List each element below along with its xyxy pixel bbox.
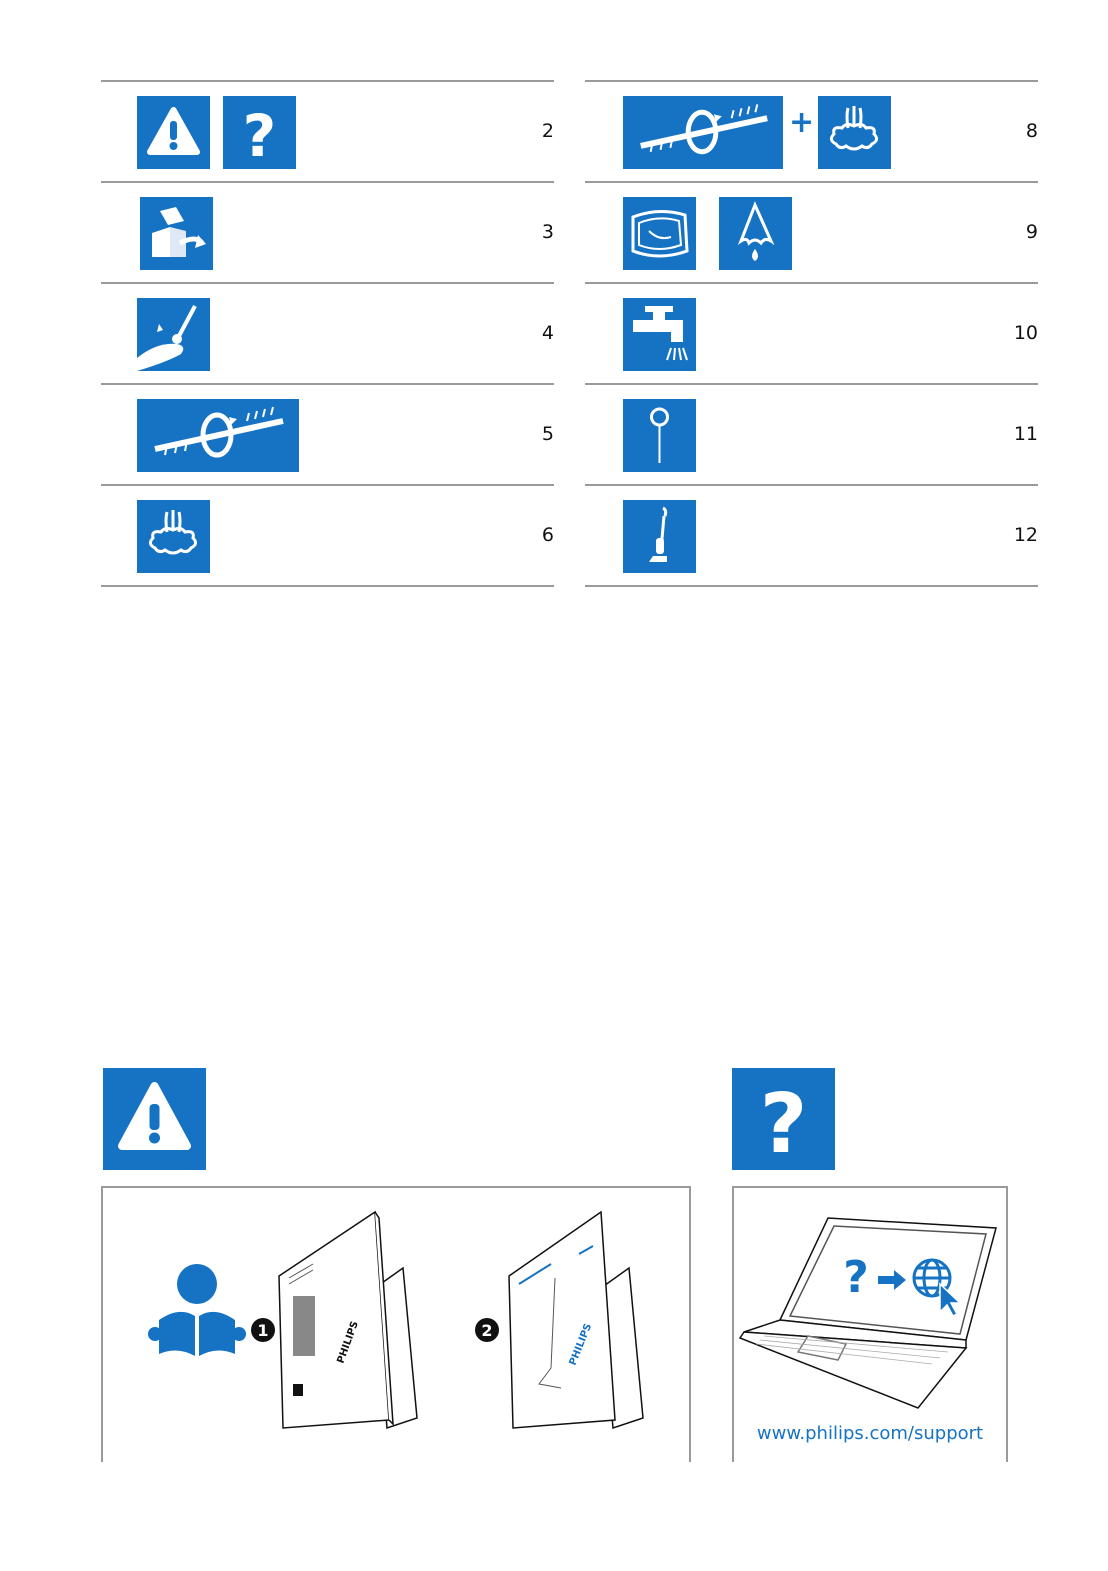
svg-text:?: ? [759,1077,808,1170]
warning-icon [103,1068,206,1170]
toc-page-number: 4 [541,322,554,344]
booklet-brand-label: PHILIPS [335,1319,361,1366]
toc-page-number: 5 [541,423,554,445]
toc-row-page-4[interactable] [101,282,554,383]
toc-page-number: 9 [1025,221,1038,243]
question-icon [223,96,296,169]
toc-row-page-9[interactable] [585,181,1038,282]
toc-page-number: 3 [541,221,554,243]
booklet-brand-label: PHILIPS [567,1322,595,1368]
water-tap-icon [623,298,696,371]
rotating-brush-icon [137,399,299,472]
toc-row-page-5[interactable] [101,383,554,484]
toc-page-number: 6 [541,524,554,546]
safety-booklet-illustration [279,1212,417,1428]
steam-icon [137,500,210,573]
online-support-panel [732,1186,1008,1462]
svg-text:?: ? [242,102,277,169]
unpack-box-icon [140,197,213,270]
toc-right-column [585,80,1038,587]
pin-tool-icon [623,399,696,472]
warning-icon [137,96,210,169]
assembly-hand-icon [137,298,210,371]
rotating-brush-icon [623,96,783,169]
read-manuals-illustration [103,1188,689,1464]
toc-page-number: 10 [1013,322,1038,344]
read-manuals-panel [101,1186,691,1462]
toc-row-page-2[interactable] [101,80,554,181]
toc-row-page-12[interactable] [585,484,1038,587]
cloth-pad-icon [623,197,696,270]
toc-row-page-10[interactable] [585,282,1038,383]
support-url-link[interactable]: www.philips.com/support [756,1423,984,1444]
toc-left-column [101,80,554,587]
reading-person-icon [148,1264,246,1356]
toc-row-page-11[interactable] [585,383,1038,484]
toc-row-page-8[interactable] [585,80,1038,181]
user-manual-booklet-illustration [509,1212,643,1428]
toc-page-number: 11 [1013,423,1038,445]
question-icon [732,1068,835,1170]
toc-page-number: 2 [541,120,554,142]
wet-cloth-icon [719,197,792,270]
toc-row-page-6[interactable] [101,484,554,587]
step-number-2: 2 [481,1321,493,1340]
toc-page-number: 12 [1013,524,1038,546]
question-mark-glyph: ? [843,1252,869,1303]
step-number-1: 1 [257,1321,269,1340]
steam-icon [818,96,891,169]
toc-row-page-3[interactable] [101,181,554,282]
laptop-support-illustration [734,1188,1006,1418]
toc-page-number: 8 [1025,120,1038,142]
upright-cleaner-icon [623,500,696,573]
plus-sign: + [789,105,815,140]
